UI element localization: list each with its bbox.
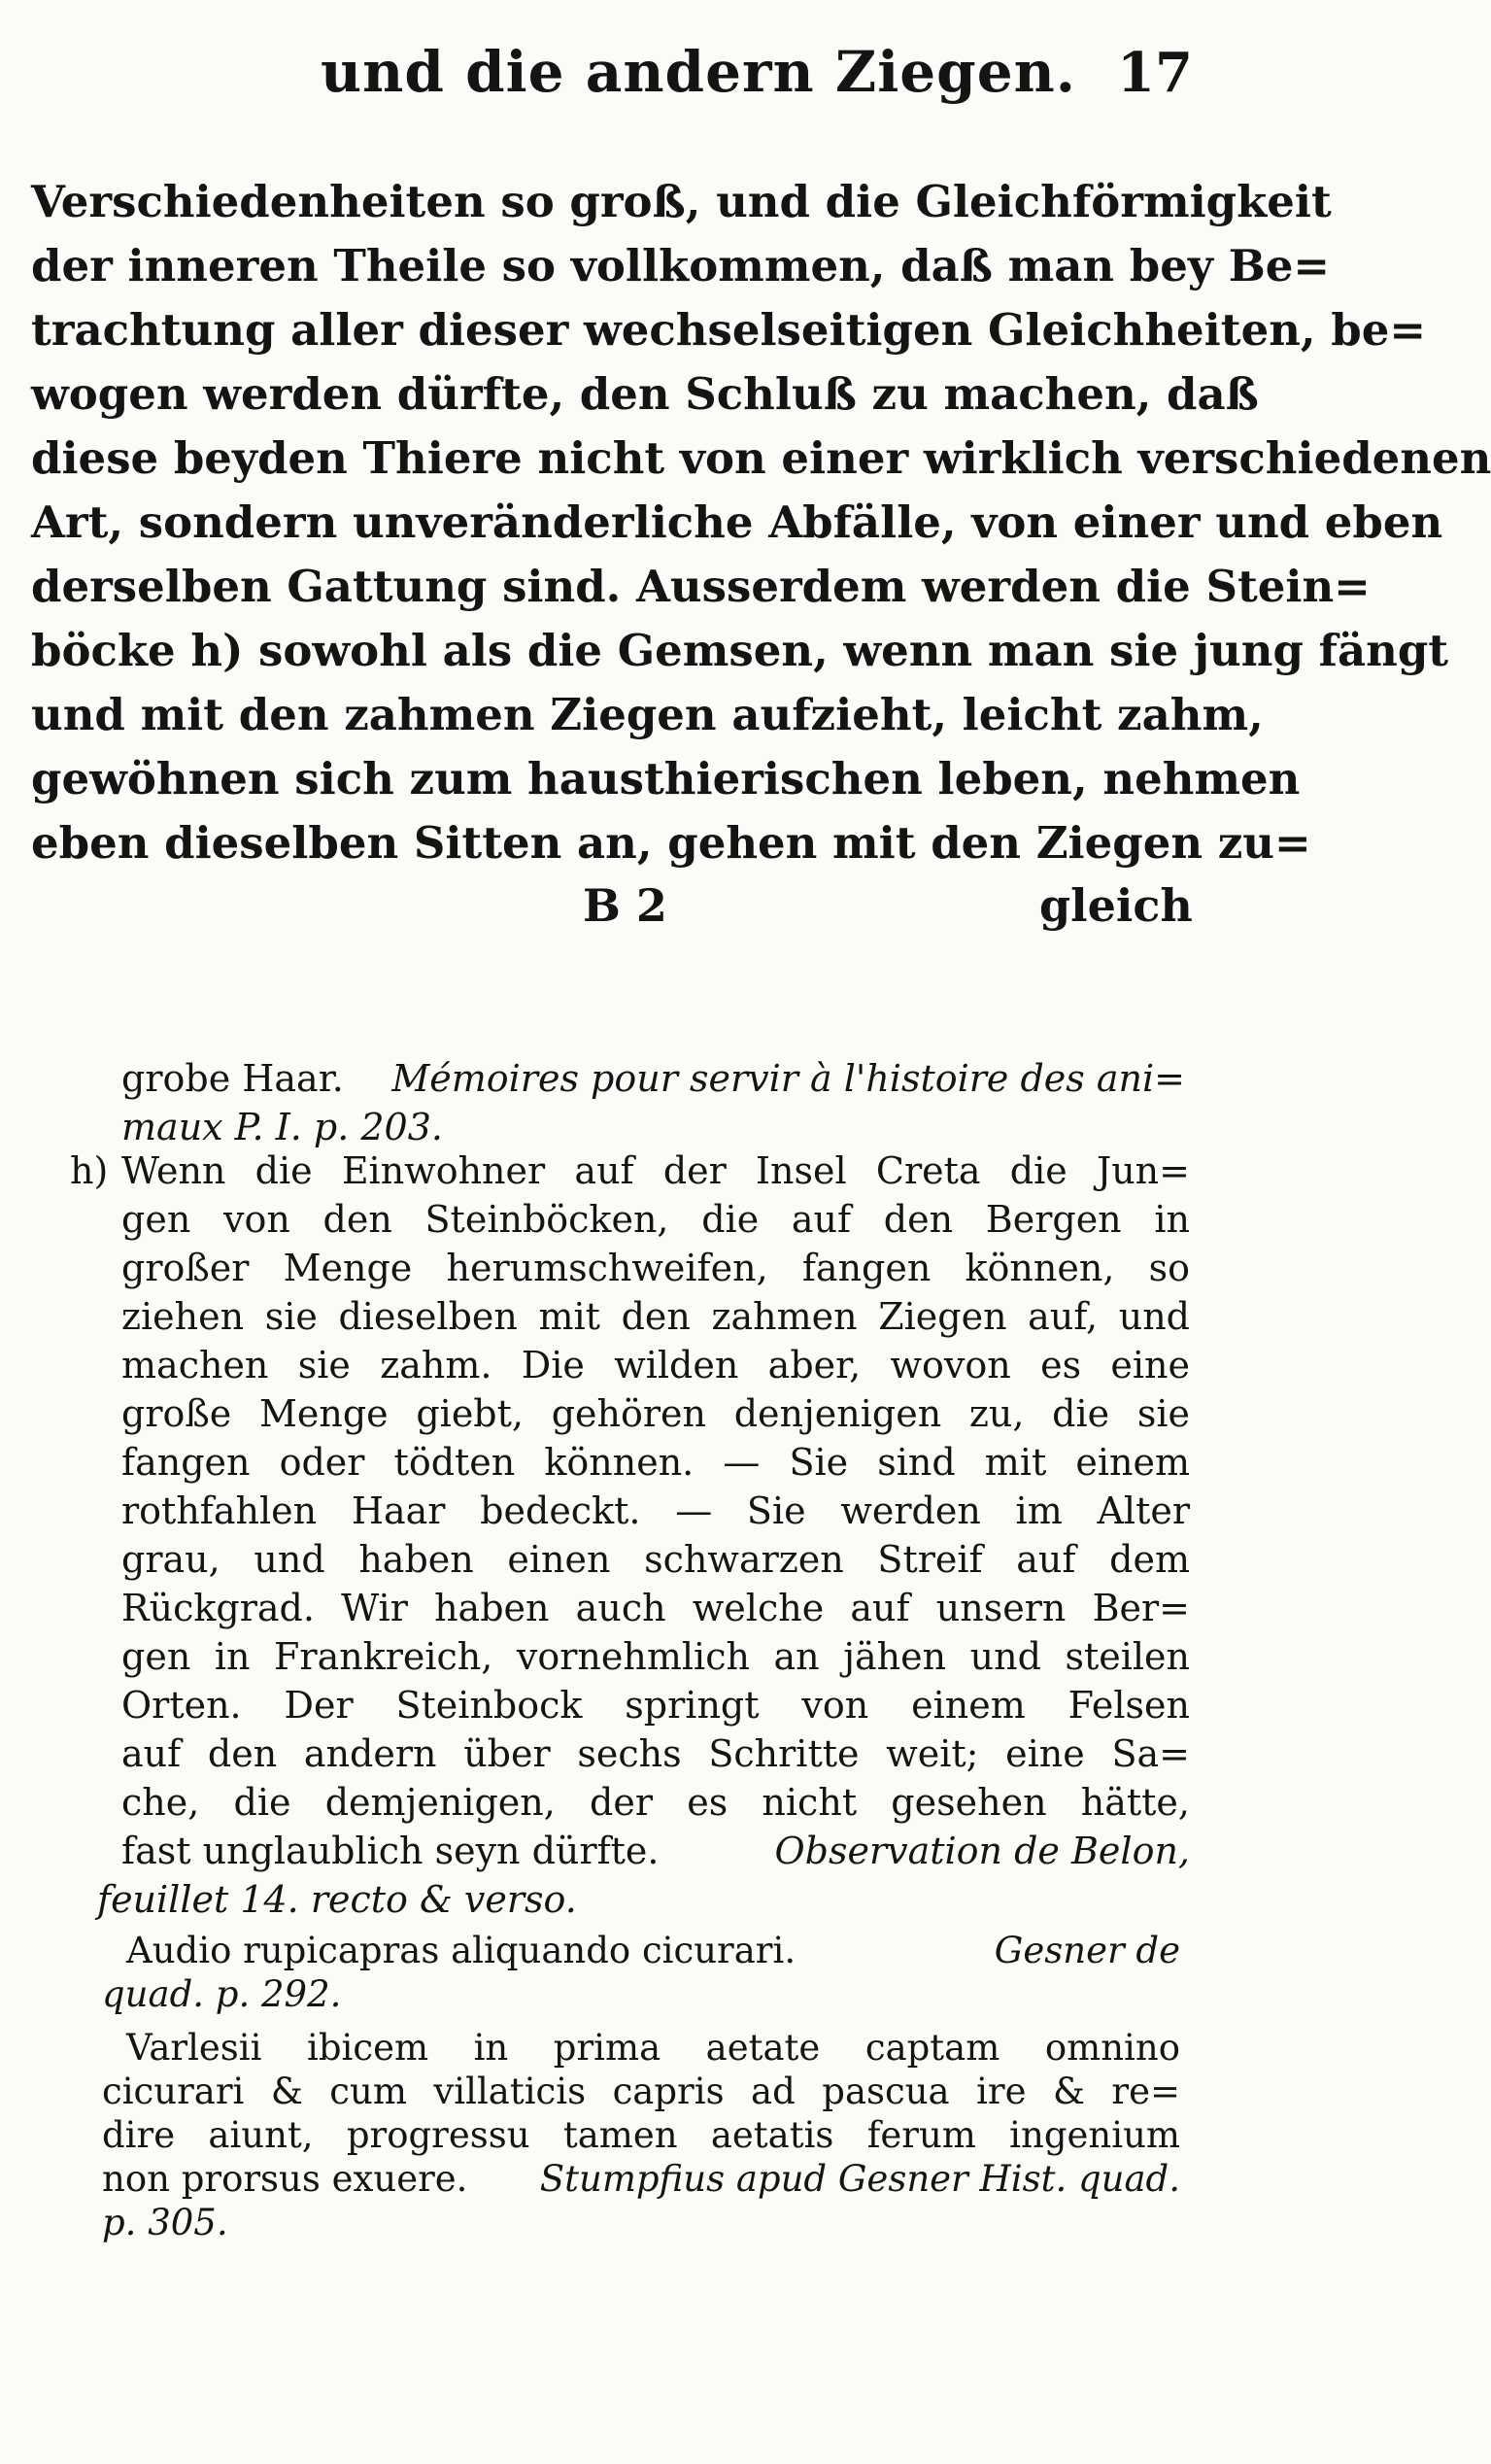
text-line: derselben Gattung sind. Ausserdem werden die Stein= — [31, 561, 1371, 612]
page-header — [0, 29, 1259, 117]
text-line: diese beyden Thiere nicht von einer wirklich verschiedenen — [31, 432, 1491, 484]
footnote-line: gen in Frankreich, vornehmlich an jähen und steilen — [121, 1635, 1190, 1678]
footnote-text: grobe Haar. — [121, 1057, 344, 1100]
running-title: und die andern Ziegen. — [321, 39, 1076, 105]
footnote-line: große Menge giebt, gehören denjenigen zu, die sie — [121, 1392, 1190, 1435]
footnote-marker: h) — [70, 1149, 109, 1192]
footnote-line: fangen oder tödten können. — Sie sind mit einem — [121, 1441, 1190, 1484]
text-line: eben dieselben Sitten an, gehen mit den Ziegen zu= — [31, 817, 1311, 869]
signature-row — [0, 879, 1259, 947]
quote-text: non prorsus exuere. — [102, 2158, 468, 2200]
text-line: böcke h) sowohl als die Gemsen, wenn man sie jung fängt — [31, 625, 1449, 676]
text-line: wogen werden dürfte, den Schluß zu machen, daß — [31, 368, 1259, 420]
footnote-line: auf den andern über sechs Schritte weit; eine Sa= — [121, 1732, 1190, 1775]
footnote-line: großer Menge herumschweifen, fangen können, so — [121, 1247, 1190, 1289]
quote-line: cicurari & cum villaticis capris ad pascua ire & re= — [102, 2070, 1180, 2112]
latin-quote-2 — [102, 2026, 1180, 2244]
quote-line: Varlesii ibicem in prima aetate captam omnino — [126, 2027, 1180, 2069]
footnote-line: Wenn die Einwohner auf der Insel Creta die Jun= — [121, 1149, 1190, 1192]
text-line: Art, sondern unveränderliche Abfälle, von einer und eben — [31, 496, 1443, 548]
footnote-line: che, die demjenigen, der es nicht gesehen hätte, — [121, 1781, 1190, 1824]
footnote-line: ziehen sie dieselben mit den zahmen Ziegen auf, und — [121, 1295, 1190, 1338]
footnote-line — [121, 1827, 1190, 1875]
footnote-line — [121, 1054, 1185, 1103]
quote-reference: p. 305. — [102, 2202, 228, 2243]
main-text — [31, 170, 1491, 875]
quote-line: dire aiunt, progressu tamen aetatis ferum ingenium — [102, 2114, 1180, 2156]
text-line: der inneren Theile so vollkommen, daß man bey Be= — [31, 240, 1331, 291]
text-line: und mit den zahmen Ziegen aufzieht, leicht zahm, — [31, 689, 1264, 740]
text-line: trachtung aller dieser wechselseitigen Gleichheiten, be= — [31, 304, 1427, 356]
footnote-body — [121, 1146, 1190, 1875]
footnote-reference: Mémoires pour servir à l'histoire des ani= — [391, 1057, 1185, 1100]
signature-mark: B 2 — [583, 879, 667, 932]
quote-reference: Gesner de — [994, 1930, 1180, 1971]
quote-reference: Stumpfius apud Gesner Hist. quad. — [539, 2158, 1180, 2200]
footnote-reference: Observation de Belon, — [774, 1830, 1190, 1872]
quote-text: Audio rupicapras aliquando cicurari. — [126, 1930, 796, 1971]
footnote-continued — [121, 1054, 1185, 1151]
footnote-line: grau, und haben einen schwarzen Streif auf dem — [121, 1538, 1190, 1581]
text-line: Verschiedenheiten so groß, und die Gleichförmigkeit — [31, 176, 1332, 227]
footnote-line: rothfahlen Haar bedeckt. — Sie werden im Alter — [121, 1489, 1190, 1532]
footnote-reference: maux P. I. p. 203. — [121, 1106, 443, 1148]
footnote-line: gen von den Steinböcken, die auf den Bergen in — [121, 1198, 1190, 1241]
text-line: gewöhnen sich zum hausthierischen leben, nehmen — [31, 753, 1301, 804]
footnote-reference: feuillet 14. recto & verso. — [97, 1878, 577, 1921]
footnote-line: Rückgrad. Wir haben auch welche auf unsern Ber= — [121, 1587, 1190, 1629]
catchword: gleich — [1039, 879, 1193, 932]
quote-line — [102, 1929, 1180, 1972]
footnote-line: Orten. Der Steinbock springt von einem Felsen — [121, 1684, 1190, 1727]
footnote-line: machen sie zahm. Die wilden aber, wovon es eine — [121, 1344, 1190, 1386]
latin-quote-1 — [102, 1929, 1180, 2016]
quote-line — [102, 2157, 1180, 2201]
page-number: 17 — [1117, 41, 1193, 105]
footnote-text: fast unglaublich seyn dürfte. — [121, 1830, 660, 1872]
quote-reference: quad. p. 292. — [102, 1973, 342, 2015]
